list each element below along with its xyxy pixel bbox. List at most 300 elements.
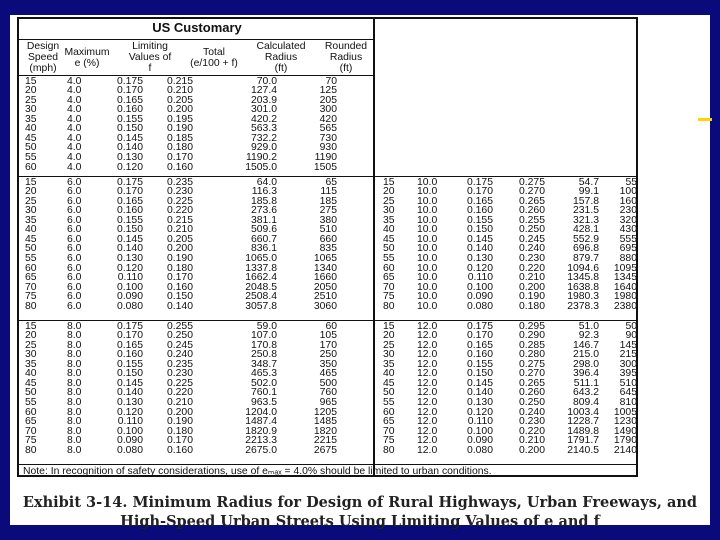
cell-total: 0.140	[166, 300, 193, 312]
cell-f: 0.080	[466, 300, 493, 312]
cell-calc-radius: 963.5	[250, 396, 277, 408]
cell-total: 0.170	[166, 272, 193, 284]
cell-speed: 80	[25, 444, 37, 456]
table-row	[375, 322, 639, 332]
cell-f: 0.090	[466, 291, 493, 303]
table-group-e6	[19, 178, 345, 312]
cell-rounded-radius: 1640	[613, 281, 637, 293]
cell-max-e: 12.0	[417, 330, 438, 342]
cell-max-e: 8.0	[67, 396, 82, 408]
cell-calc-radius: 250.8	[250, 349, 277, 361]
cell-total: 0.205	[166, 94, 193, 106]
cell-f: 0.160	[116, 349, 143, 361]
cell-f: 0.155	[466, 214, 493, 226]
cell-total: 0.230	[166, 368, 193, 380]
cell-calc-radius: 92.3	[578, 330, 599, 342]
cell-calc-radius: 185.8	[250, 195, 277, 207]
cell-f: 0.150	[466, 224, 493, 236]
cell-f: 0.120	[466, 406, 493, 418]
cell-f: 0.165	[116, 94, 143, 106]
cell-max-e: 12.0	[417, 358, 438, 370]
cell-f: 0.110	[467, 416, 493, 428]
cell-max-e: 6.0	[67, 272, 82, 284]
cell-max-e: 10.0	[417, 205, 438, 217]
cell-calc-radius: 465.3	[250, 368, 277, 380]
cell-f: 0.165	[116, 195, 143, 207]
cell-rounded-radius: 1505	[313, 161, 337, 173]
cell-rounded-radius: 3060	[313, 300, 337, 312]
cell-f: 0.160	[116, 205, 143, 217]
cell-total: 0.160	[166, 161, 193, 173]
cell-max-e: 12.0	[417, 396, 438, 408]
cell-max-e: 8.0	[67, 416, 82, 428]
cell-rounded-radius: 90	[625, 330, 637, 342]
cell-speed: 25	[25, 339, 37, 351]
cell-speed: 60	[25, 406, 37, 418]
cell-calc-radius: 273.6	[250, 205, 277, 217]
cell-total: 0.280	[518, 349, 545, 361]
table-row	[375, 178, 639, 188]
cell-calc-radius: 1638.8	[567, 281, 599, 293]
table-row	[375, 389, 639, 399]
cell-max-e: 10.0	[417, 176, 438, 188]
cell-max-e: 6.0	[67, 195, 82, 207]
accent-mark	[698, 118, 712, 121]
cell-total: 0.270	[518, 186, 545, 198]
cell-rounded-radius: 465	[319, 368, 337, 380]
cell-speed: 15	[25, 320, 37, 332]
cell-max-e: 8.0	[67, 368, 82, 380]
cell-total: 0.260	[518, 205, 545, 217]
cell-speed: 35	[383, 358, 395, 370]
cell-total: 0.275	[518, 358, 545, 370]
cell-total: 0.295	[518, 320, 545, 332]
cell-total: 0.190	[518, 291, 545, 303]
cell-calc-radius: 1820.9	[245, 425, 277, 437]
cell-rounded-radius: 2215	[313, 435, 337, 447]
table-row	[375, 235, 639, 245]
cell-total: 0.185	[166, 132, 193, 144]
cell-calc-radius: 1505.0	[245, 161, 277, 173]
cell-total: 0.230	[518, 416, 545, 428]
cell-total: 0.195	[166, 113, 193, 125]
header-calculated-radius: Calculated Radius (ft)	[256, 41, 306, 74]
cell-rounded-radius: 2050	[313, 281, 337, 293]
header-design-speed: Design Speed (mph)	[26, 41, 60, 74]
cell-speed: 65	[25, 416, 37, 428]
cell-max-e: 8.0	[67, 330, 82, 342]
cell-speed: 15	[25, 75, 37, 87]
cell-speed: 55	[25, 151, 37, 163]
cell-total: 0.290	[518, 330, 545, 342]
table-row	[375, 197, 639, 207]
table-group-e4	[19, 77, 345, 172]
caption-line-2: High-Speed Urban Streets Using Limiting Values of e and f	[120, 513, 600, 530]
cell-f: 0.090	[116, 435, 143, 447]
cell-rounded-radius: 380	[319, 214, 337, 226]
cell-speed: 55	[383, 396, 395, 408]
table-row	[375, 226, 639, 236]
cell-speed: 25	[383, 195, 395, 207]
cell-max-e: 12.0	[417, 416, 438, 428]
table-row	[19, 446, 345, 456]
cell-max-e: 12.0	[417, 387, 438, 399]
cell-rounded-radius: 185	[319, 195, 337, 207]
cell-speed: 80	[383, 444, 395, 456]
cell-max-e: 10.0	[417, 224, 438, 236]
cell-speed: 70	[25, 281, 37, 293]
cell-rounded-radius: 810	[619, 396, 637, 408]
cell-f: 0.140	[116, 243, 143, 255]
cell-speed: 55	[25, 252, 37, 264]
cell-rounded-radius: 430	[619, 224, 637, 236]
cell-f: 0.140	[466, 387, 493, 399]
cell-f: 0.100	[116, 281, 143, 293]
cell-speed: 70	[25, 425, 37, 437]
cell-speed: 30	[383, 205, 395, 217]
cell-speed: 60	[383, 406, 395, 418]
cell-rounded-radius: 510	[319, 224, 337, 236]
cell-rounded-radius: 1065	[313, 252, 337, 264]
cell-rounded-radius: 660	[319, 233, 337, 245]
cell-f: 0.165	[466, 195, 493, 207]
cell-f: 0.175	[466, 176, 493, 188]
cell-f: 0.165	[116, 339, 143, 351]
cell-rounded-radius: 320	[619, 214, 637, 226]
cell-total: 0.210	[166, 224, 193, 236]
cell-speed: 35	[383, 214, 395, 226]
cell-calc-radius: 1791.7	[567, 435, 599, 447]
cell-total: 0.255	[518, 214, 545, 226]
cell-f: 0.145	[116, 377, 143, 389]
cell-max-e: 4.0	[67, 104, 82, 116]
cell-speed: 30	[383, 349, 395, 361]
cell-rounded-radius: 760	[319, 387, 337, 399]
cell-rounded-radius: 65	[325, 176, 337, 188]
cell-rounded-radius: 1490	[613, 425, 637, 437]
cell-total: 0.240	[518, 406, 545, 418]
cell-total: 0.245	[518, 233, 545, 245]
cell-calc-radius: 563.3	[250, 123, 277, 135]
cell-speed: 20	[383, 330, 395, 342]
cell-speed: 60	[383, 262, 395, 274]
header-max-e: Maximum e (%)	[64, 47, 110, 69]
cell-calc-radius: 760.1	[250, 387, 277, 399]
cell-rounded-radius: 2510	[313, 291, 337, 303]
cell-calc-radius: 732.2	[250, 132, 277, 144]
cell-rounded-radius: 930	[319, 142, 337, 154]
cell-max-e: 4.0	[67, 123, 82, 135]
cell-calc-radius: 1094.6	[567, 262, 599, 274]
cell-f: 0.080	[466, 444, 493, 456]
cell-rounded-radius: 1205	[313, 406, 337, 418]
table-group-e12	[375, 322, 639, 456]
cell-max-e: 6.0	[67, 281, 82, 293]
table-row	[375, 408, 639, 418]
cell-total: 0.220	[518, 425, 545, 437]
cell-calc-radius: 127.4	[250, 85, 277, 97]
cell-speed: 65	[383, 416, 395, 428]
cell-total: 0.285	[518, 339, 545, 351]
cell-rounded-radius: 1345	[613, 272, 637, 284]
cell-f: 0.145	[466, 233, 493, 245]
cell-f: 0.100	[466, 425, 493, 437]
cell-rounded-radius: 215	[619, 349, 637, 361]
cell-rounded-radius: 730	[319, 132, 337, 144]
cell-f: 0.130	[116, 252, 143, 264]
cell-calc-radius: 509.6	[250, 224, 277, 236]
title-rule	[19, 39, 373, 40]
cell-max-e: 10.0	[417, 214, 438, 226]
cell-f: 0.100	[116, 425, 143, 437]
cell-rounded-radius: 1660	[313, 272, 337, 284]
cell-f: 0.140	[116, 387, 143, 399]
table-row	[375, 351, 639, 361]
cell-speed: 70	[383, 425, 395, 437]
cell-f: 0.175	[116, 320, 143, 332]
cell-max-e: 4.0	[67, 75, 82, 87]
cell-max-e: 10.0	[417, 186, 438, 198]
cell-max-e: 4.0	[67, 151, 82, 163]
cell-total: 0.170	[166, 435, 193, 447]
cell-max-e: 10.0	[417, 272, 438, 284]
cell-total: 0.250	[518, 396, 545, 408]
cell-f: 0.170	[466, 186, 493, 198]
cell-rounded-radius: 275	[319, 205, 337, 217]
table-row	[375, 254, 639, 264]
cell-calc-radius: 420.2	[250, 113, 277, 125]
cell-total: 0.240	[518, 243, 545, 255]
cell-max-e: 12.0	[417, 320, 438, 332]
cell-rounded-radius: 500	[319, 377, 337, 389]
table-row	[375, 188, 639, 198]
cell-calc-radius: 1337.8	[245, 262, 277, 274]
cell-max-e: 8.0	[67, 406, 82, 418]
cell-total: 0.260	[518, 387, 545, 399]
note-rule	[19, 464, 636, 465]
cell-speed: 65	[383, 272, 395, 284]
table-row	[375, 360, 639, 370]
cell-max-e: 4.0	[67, 132, 82, 144]
table-row	[375, 302, 639, 312]
cell-calc-radius: 502.0	[250, 377, 277, 389]
cell-total: 0.160	[166, 444, 193, 456]
cell-max-e: 10.0	[417, 195, 438, 207]
cell-rounded-radius: 1005	[613, 406, 637, 418]
cell-max-e: 6.0	[67, 214, 82, 226]
cell-total: 0.220	[166, 205, 193, 217]
cell-max-e: 6.0	[67, 176, 82, 188]
cell-total: 0.245	[166, 339, 193, 351]
cell-calc-radius: 2508.4	[245, 291, 277, 303]
cell-calc-radius: 2048.5	[245, 281, 277, 293]
cell-f: 0.155	[466, 358, 493, 370]
cell-rounded-radius: 695	[619, 243, 637, 255]
cell-f: 0.170	[116, 85, 143, 97]
cell-f: 0.120	[116, 262, 143, 274]
cell-rounded-radius: 160	[619, 195, 637, 207]
cell-rounded-radius: 70	[325, 75, 337, 87]
table-row	[375, 398, 639, 408]
cell-f: 0.130	[466, 396, 493, 408]
cell-f: 0.145	[466, 377, 493, 389]
table-row	[375, 332, 639, 342]
cell-calc-radius: 381.1	[250, 214, 277, 226]
cell-f: 0.150	[116, 224, 143, 236]
cell-max-e: 6.0	[67, 291, 82, 303]
cell-rounded-radius: 100	[619, 186, 637, 198]
cell-speed: 45	[383, 233, 395, 245]
cell-calc-radius: 1980.3	[567, 291, 599, 303]
cell-f: 0.120	[466, 262, 493, 274]
cell-rounded-radius: 395	[619, 368, 637, 380]
cell-calc-radius: 929.0	[250, 142, 277, 154]
cell-max-e: 4.0	[67, 113, 82, 125]
cell-calc-radius: 157.8	[572, 195, 599, 207]
cell-max-e: 12.0	[417, 425, 438, 437]
cell-total: 0.270	[518, 368, 545, 380]
cell-calc-radius: 879.7	[572, 252, 599, 264]
cell-calc-radius: 396.4	[572, 368, 599, 380]
cell-speed: 35	[25, 358, 37, 370]
cell-speed: 80	[383, 300, 395, 312]
cell-speed: 65	[25, 272, 37, 284]
cell-max-e: 6.0	[67, 186, 82, 198]
cell-total: 0.200	[166, 406, 193, 418]
cell-rounded-radius: 50	[625, 320, 637, 332]
table-row	[375, 293, 639, 303]
cell-calc-radius: 99.1	[578, 186, 599, 198]
cell-f: 0.130	[116, 396, 143, 408]
cell-max-e: 4.0	[67, 85, 82, 97]
cell-speed: 45	[25, 132, 37, 144]
cell-total: 0.235	[166, 358, 193, 370]
cell-max-e: 10.0	[417, 243, 438, 255]
cell-rounded-radius: 2675	[313, 444, 337, 456]
cell-max-e: 6.0	[67, 233, 82, 245]
cell-calc-radius: 1345.8	[567, 272, 599, 284]
cell-rounded-radius: 835	[319, 243, 337, 255]
cell-speed: 15	[383, 176, 395, 188]
cell-total: 0.220	[518, 262, 545, 274]
cell-rounded-radius: 55	[625, 176, 637, 188]
cell-calc-radius: 511.1	[573, 377, 599, 389]
table-row	[19, 302, 345, 312]
cell-rounded-radius: 880	[619, 252, 637, 264]
cell-f: 0.175	[116, 75, 143, 87]
cell-speed: 25	[25, 195, 37, 207]
cell-max-e: 8.0	[67, 358, 82, 370]
cell-max-e: 6.0	[67, 243, 82, 255]
cell-max-e: 12.0	[417, 349, 438, 361]
cell-max-e: 12.0	[417, 444, 438, 456]
cell-f: 0.120	[116, 161, 143, 173]
cell-f: 0.140	[466, 243, 493, 255]
cell-max-e: 4.0	[67, 94, 82, 106]
cell-rounded-radius: 205	[319, 94, 337, 106]
cell-rounded-radius: 1980	[613, 291, 637, 303]
cell-total: 0.160	[166, 281, 193, 293]
cell-max-e: 10.0	[417, 233, 438, 245]
cell-total: 0.150	[166, 291, 193, 303]
cell-calc-radius: 1190.2	[245, 151, 277, 163]
cell-f: 0.150	[116, 368, 143, 380]
cell-f: 0.080	[116, 300, 143, 312]
cell-speed: 40	[25, 224, 37, 236]
cell-speed: 80	[25, 300, 37, 312]
cell-total: 0.225	[166, 377, 193, 389]
cell-f: 0.155	[116, 214, 143, 226]
cell-max-e: 10.0	[417, 281, 438, 293]
cell-rounded-radius: 1340	[313, 262, 337, 274]
cell-speed: 75	[383, 435, 395, 447]
cell-total: 0.265	[518, 195, 545, 207]
cell-calc-radius: 215.0	[572, 349, 599, 361]
cell-f: 0.150	[116, 123, 143, 135]
cell-speed: 45	[25, 377, 37, 389]
cell-max-e: 8.0	[67, 387, 82, 399]
cell-f: 0.160	[466, 349, 493, 361]
cell-rounded-radius: 565	[319, 123, 337, 135]
cell-calc-radius: 298.0	[572, 358, 599, 370]
cell-total: 0.255	[166, 320, 193, 332]
cell-calc-radius: 1662.4	[245, 272, 277, 284]
cell-f: 0.170	[116, 330, 143, 342]
table-title: US Customary	[152, 20, 242, 35]
cell-calc-radius: 59.0	[256, 320, 277, 332]
cell-speed: 20	[383, 186, 395, 198]
cell-total: 0.250	[518, 224, 545, 236]
cell-speed: 35	[25, 214, 37, 226]
cell-speed: 45	[25, 233, 37, 245]
exhibit-caption	[10, 493, 710, 531]
cell-f: 0.160	[466, 205, 493, 217]
cell-f: 0.130	[116, 151, 143, 163]
cell-calc-radius: 660.7	[250, 233, 277, 245]
cell-total: 0.190	[166, 416, 193, 428]
cell-max-e: 6.0	[67, 224, 82, 236]
cell-f: 0.110	[467, 272, 493, 284]
cell-speed: 40	[25, 368, 37, 380]
cell-max-e: 8.0	[67, 377, 82, 389]
table-row	[375, 427, 639, 437]
cell-total: 0.235	[166, 176, 193, 188]
cell-max-e: 8.0	[67, 349, 82, 361]
cell-rounded-radius: 250	[319, 349, 337, 361]
cell-total: 0.210	[518, 435, 545, 447]
cell-calc-radius: 64.0	[256, 176, 277, 188]
cell-total: 0.215	[166, 214, 193, 226]
table-row	[375, 245, 639, 255]
cell-f: 0.175	[466, 320, 493, 332]
cell-max-e: 12.0	[417, 339, 438, 351]
cell-rounded-radius: 350	[319, 358, 337, 370]
slide	[10, 15, 710, 530]
cell-calc-radius: 2378.3	[567, 300, 599, 312]
cell-speed: 25	[383, 339, 395, 351]
table-group-e10	[375, 178, 639, 312]
cell-f: 0.090	[466, 435, 493, 447]
table-row	[375, 273, 639, 283]
cell-speed: 30	[25, 104, 37, 116]
cell-calc-radius: 70.0	[256, 75, 277, 87]
table-row	[19, 163, 345, 173]
cell-calc-radius: 301.0	[250, 104, 277, 116]
cell-speed: 15	[25, 176, 37, 188]
cell-total: 0.265	[518, 377, 545, 389]
cell-max-e: 8.0	[67, 425, 82, 437]
header-rounded-radius: Rounded Radius (ft)	[324, 41, 368, 74]
